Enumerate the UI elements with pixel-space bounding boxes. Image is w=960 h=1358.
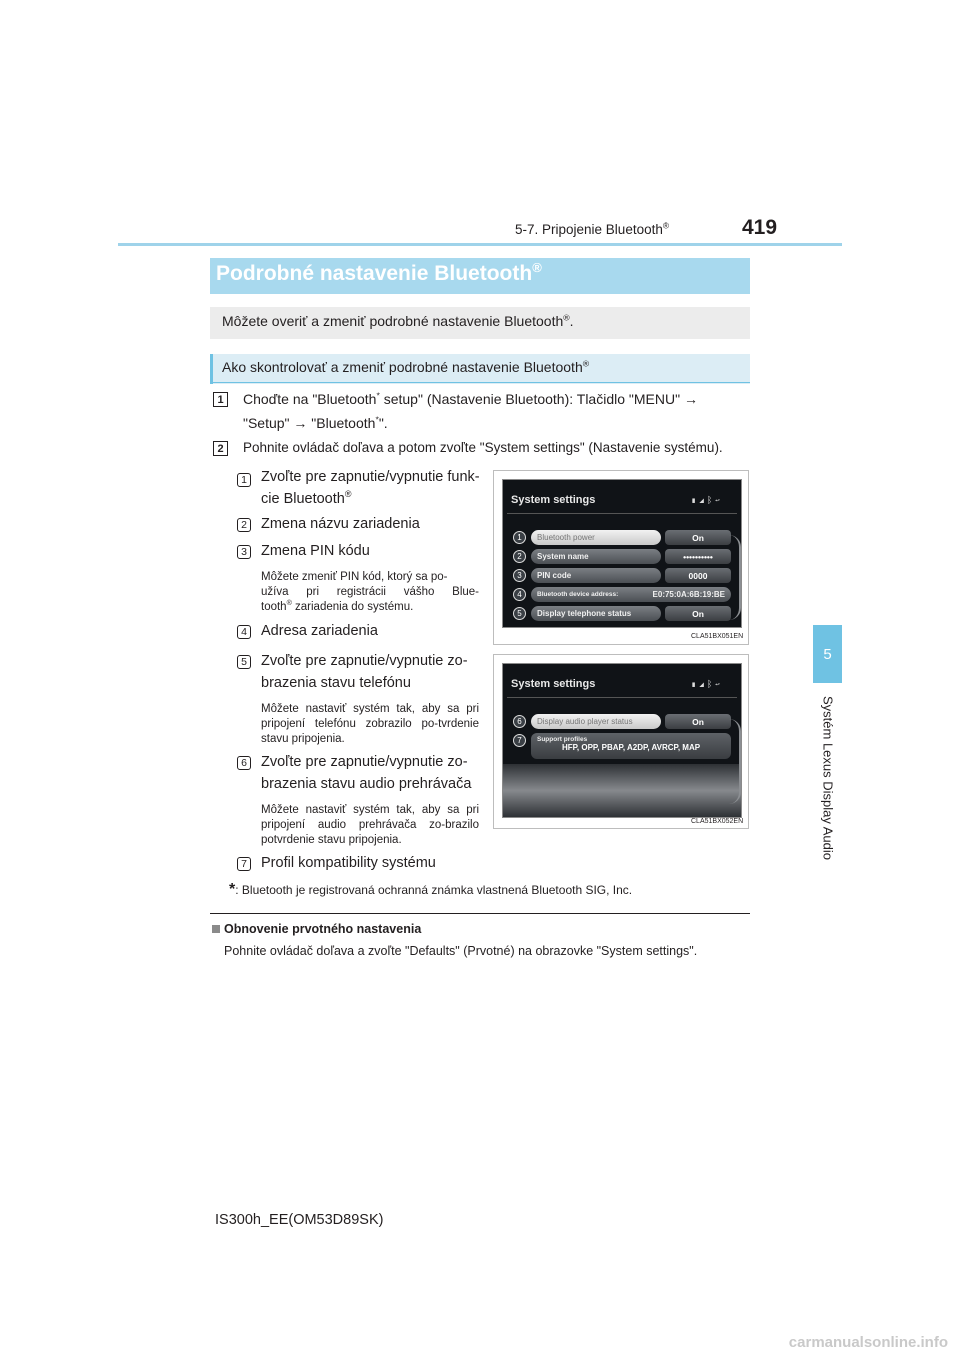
chapter-tab: 5 — [813, 625, 842, 683]
subsection-title: Ako skontrolovať a zmeniť podrobné nastavenie Bluetooth® — [222, 358, 590, 375]
system-settings-screen-1 — [502, 479, 742, 628]
device-address-row: Bluetooth device address: E0:75:0A:6B:19:BE — [531, 587, 731, 602]
item-4-label: Adresa zariadenia — [261, 623, 378, 639]
section-divider — [210, 913, 750, 914]
row-badge-7: 7 — [513, 734, 526, 747]
item-number-1: 1 — [237, 473, 251, 487]
defaults-title: Obnovenie prvotného nastavenia — [224, 922, 422, 936]
item-6-note: Môžete nastaviť systém tak, aby sa pri pripojení audio prehrávača zo-brazilo potvrdenie stavu pripojenia. — [261, 804, 479, 846]
support-profiles-label: Support profiles — [537, 736, 588, 743]
row-badge-6: 6 — [513, 715, 526, 728]
bluetooth-icon: ᛒ — [706, 495, 713, 505]
screen-title: System settings — [511, 494, 596, 506]
intro-text: Môžete overiť a zmeniť podrobné nastavenie Bluetooth®. — [222, 312, 574, 329]
display-telephone-status-button[interactable]: Display telephone status — [531, 606, 661, 621]
row-badge-3: 3 — [513, 569, 526, 582]
item-3-note: Môžete zmeniť PIN kód, ktorý sa po- užíva pri registrácii vášho Blue- tooth® zariadenia do systému. — [261, 571, 479, 613]
defaults-text: Pohnite ovládač doľava a zvoľte "Defaults" (Prvotné) na obrazovke "System settings". — [224, 944, 698, 958]
subsection-underline — [210, 382, 750, 383]
step-1-text: Choďte na "Bluetooth* setup" (Nastavenie Bluetooth): Tlačidlo "MENU" → "Setup" → "Bluetooth*". — [243, 390, 698, 431]
screen-title: System settings — [511, 678, 596, 690]
item-number-7: 7 — [237, 857, 251, 871]
status-icons — [691, 495, 720, 505]
item-number-5: 5 — [237, 655, 251, 669]
item-number-3: 3 — [237, 545, 251, 559]
watermark: carmanualsonline.info — [788, 1334, 948, 1351]
back-icon: ↩ — [714, 679, 721, 689]
back-icon: ↩ — [714, 495, 721, 505]
footnote: *: Bluetooth je registrovaná ochranná známka vlastnená Bluetooth SIG, Inc. — [229, 881, 633, 898]
section-title: Podrobné nastavenie Bluetooth® — [216, 260, 542, 285]
item-5-label: Zvoľte pre zapnutie/vypnutie zo- brazenia stavu telefónu — [261, 653, 468, 691]
support-profiles-value: HFP, OPP, PBAP, A2DP, AVRCP, MAP — [561, 743, 701, 752]
document-id: IS300h_EE(OM53D89SK) — [215, 1212, 384, 1228]
pin-code-button[interactable]: PIN code — [531, 568, 661, 583]
item-1-label: Zvoľte pre zapnutie/vypnutie funk- cie Bluetooth® — [261, 469, 480, 507]
bluetooth-icon: ᛒ — [706, 679, 713, 689]
scroll-arc[interactable] — [729, 719, 741, 804]
system-name-button[interactable]: System name — [531, 549, 661, 564]
item-number-6: 6 — [237, 756, 251, 770]
chapter-tab-label: Systém Lexus Display Audio — [820, 695, 836, 861]
display-telephone-status-value[interactable]: On — [665, 606, 731, 621]
page-number: 419 — [742, 216, 778, 239]
battery-icon: ▮ — [691, 495, 697, 505]
step-2-text: Pohnite ovládač doľava a potom zvoľte "System settings" (Nastavenie systému). — [243, 440, 723, 455]
chapter-title: 5-7. Pripojenie Bluetooth® — [515, 220, 670, 237]
image-code-2: CLA51BX052EN — [691, 818, 744, 825]
screenshot-frame-1 — [493, 470, 749, 645]
signal-icon: ◢ — [698, 679, 705, 689]
support-profiles-row — [531, 733, 731, 759]
empty-list-area — [503, 764, 741, 817]
item-6-label: Zvoľte pre zapnutie/vypnutie zo- brazenia stavu audio prehrávača — [261, 754, 472, 792]
step-number-1: 1 — [213, 392, 228, 407]
item-number-4: 4 — [237, 625, 251, 639]
bluetooth-power-value[interactable]: On — [665, 530, 731, 545]
status-icons — [691, 679, 720, 689]
battery-icon: ▮ — [691, 679, 697, 689]
item-2-label: Zmena názvu zariadenia — [261, 516, 420, 532]
system-settings-screen-2 — [502, 663, 742, 818]
item-5-note: Môžete nastaviť systém tak, aby sa pri pripojení telefónu zobrazilo po-tvrdenie stavu pripojenia. — [261, 703, 479, 745]
pin-code-value[interactable]: 0000 — [665, 568, 731, 583]
display-audio-player-status-value[interactable]: On — [665, 714, 731, 729]
row-badge-1: 1 — [513, 531, 526, 544]
system-name-value[interactable]: •••••••••• — [665, 549, 731, 564]
image-code-1: CLA51BX051EN — [691, 633, 744, 640]
row-badge-4: 4 — [513, 588, 526, 601]
title-divider — [507, 697, 737, 698]
screenshot-frame-2 — [493, 654, 749, 829]
scroll-arc[interactable] — [729, 535, 741, 620]
bluetooth-power-button[interactable]: Bluetooth power — [531, 530, 661, 545]
step-number-2: 2 — [213, 441, 228, 456]
item-3-label: Zmena PIN kódu — [261, 543, 370, 559]
item-number-2: 2 — [237, 518, 251, 532]
signal-icon: ◢ — [698, 495, 705, 505]
square-bullet-icon — [212, 925, 220, 933]
row-badge-2: 2 — [513, 550, 526, 563]
header-divider — [118, 243, 842, 246]
row-badge-5: 5 — [513, 607, 526, 620]
title-divider — [507, 513, 737, 514]
item-7-label: Profil kompatibility systému — [261, 855, 436, 871]
display-audio-player-status-button[interactable]: Display audio player status — [531, 714, 661, 729]
